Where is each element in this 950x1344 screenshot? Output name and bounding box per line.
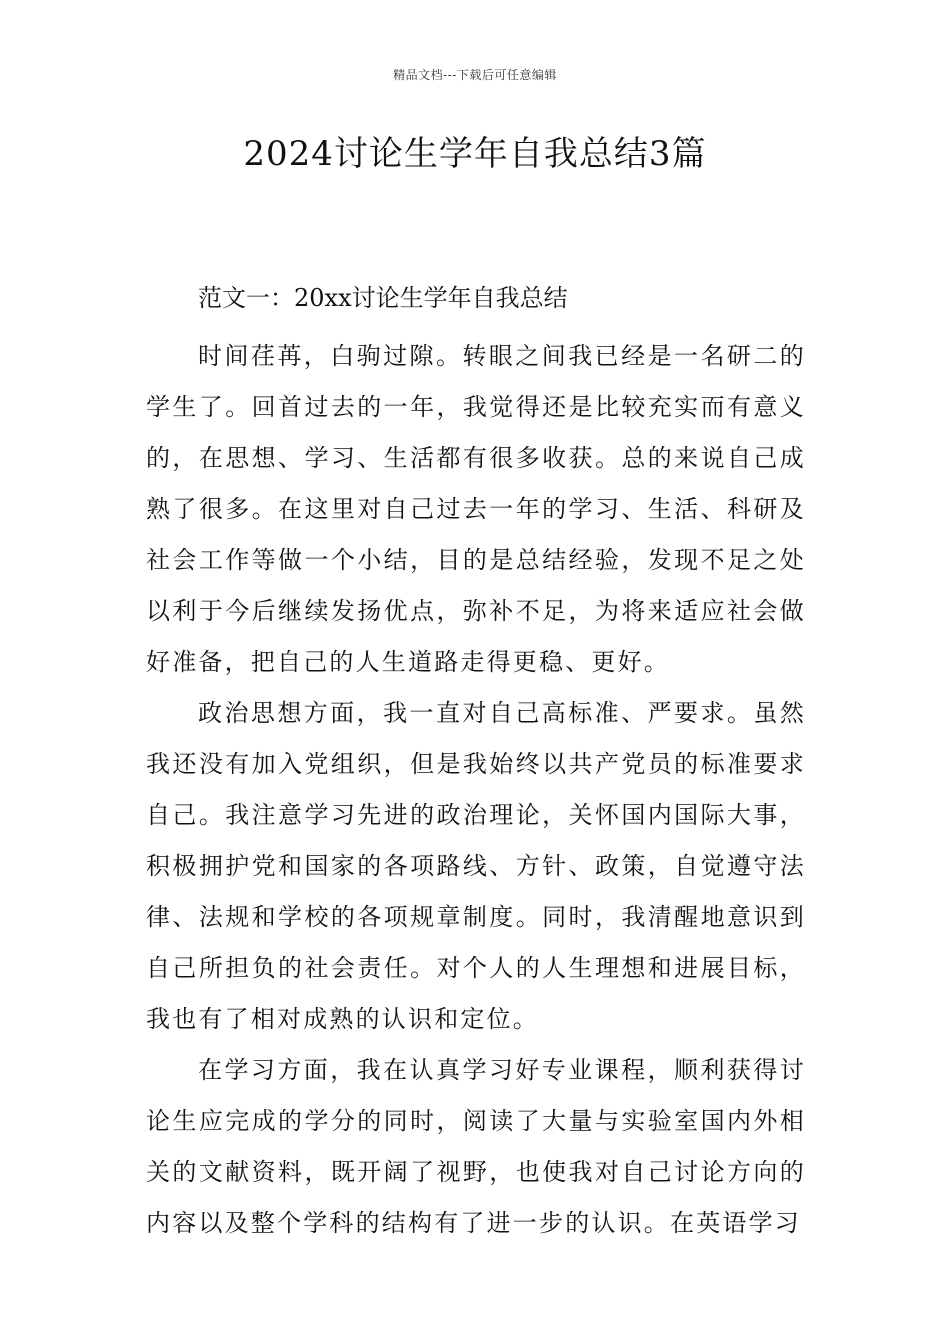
paragraph-1: 时间荏苒，白驹过隙。转眼之间我已经是一名研二的学生了。回首过去的一年，我觉得还是比较充实而有意义的，在思想、学习、生活都有很多收获。总的来说自己成熟了很多。在这里对自己过去一年的学习、生活、科研及社会工作等做一个小结，目的是总结经验，发现不足之处以利于今后继续发扬优点，弥补不足，为将来适应社会做好准备，把自己的人生道路走得更稳、更好。 bbox=[146, 342, 806, 676]
section-heading: 范文一：20xx讨论生学年自我总结 bbox=[198, 284, 568, 312]
paragraph-3: 在学习方面，我在认真学习好专业课程，顺利获得讨论生应完成的学分的同时，阅读了大量与实验室国内外相关的文献资料，既开阔了视野，也使我对自己讨论方向的内容以及整个学科的结构有了进一步的认识。在英语学习 bbox=[146, 1056, 806, 1237]
document-body bbox=[146, 280, 806, 1249]
header-note: 精品文档---下载后可任意编辑 bbox=[393, 68, 557, 82]
document-title: 2024讨论生学年自我总结3篇 bbox=[243, 134, 707, 174]
paragraph-2: 政治思想方面，我一直对自己高标准、严要求。虽然我还没有加入党组织，但是我始终以共产党员的标准要求自己。我注意学习先进的政治理论，关怀国内国际大事，积极拥护党和国家的各项路线、方针、政策，自觉遵守法律、法规和学校的各项规章制度。同时，我清醒地意识到自己所担负的社会责任。对个人的人生理想和进展目标，我也有了相对成熟的认识和定位。 bbox=[146, 699, 806, 1033]
